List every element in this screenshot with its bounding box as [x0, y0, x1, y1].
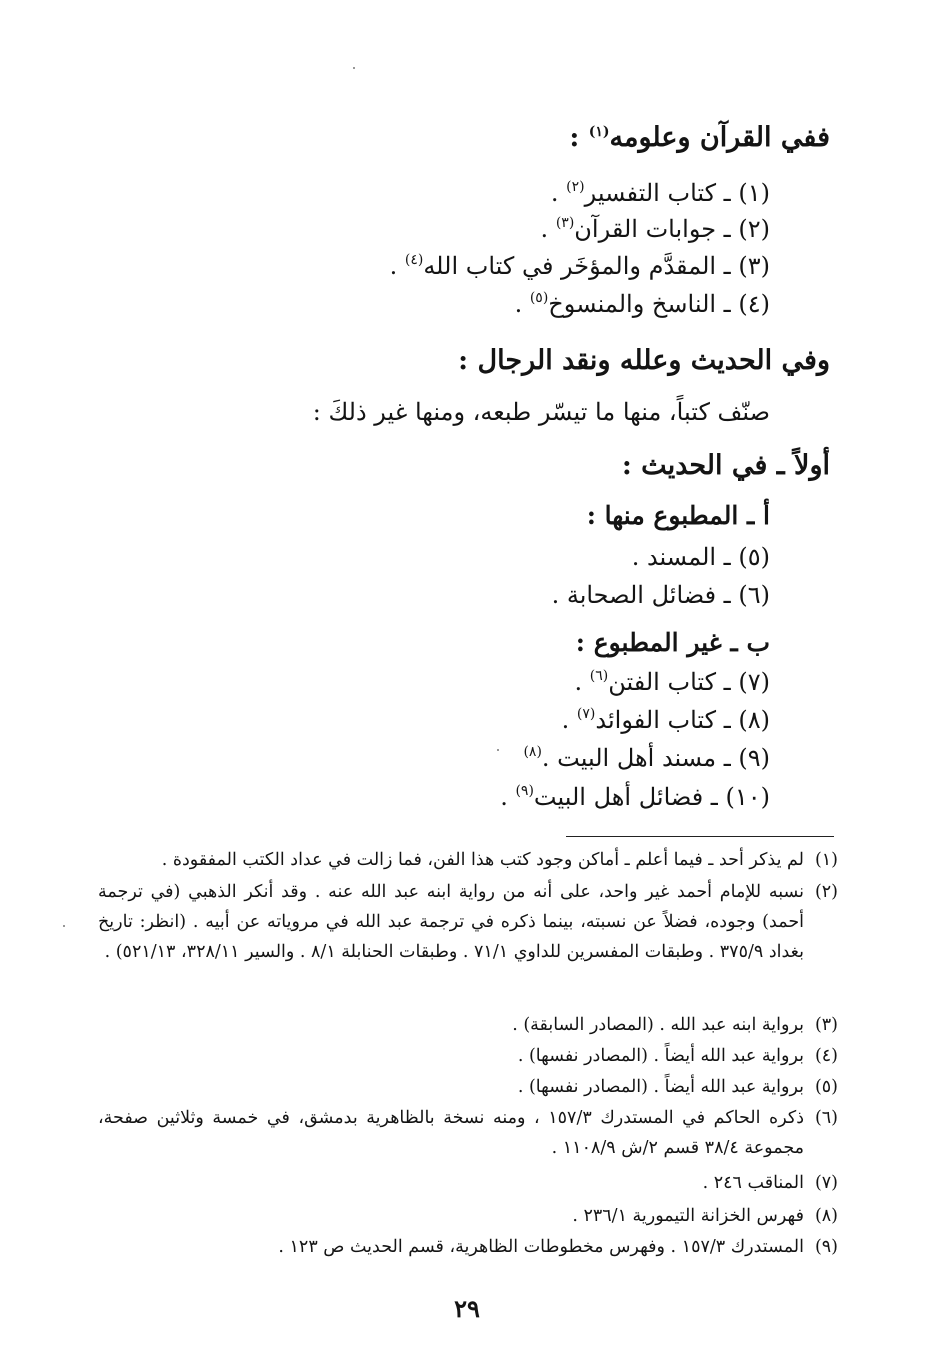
item-text: ـ كتاب الفوائد — [595, 706, 731, 734]
footnote-number: (٤) — [814, 1046, 838, 1066]
footnote-number: (٣) — [814, 1015, 838, 1035]
footnote-text: المستدرك ١٥٧/٣ . وفهرس مخطوطات الظاهرية، قسم الحديث ص ١٢٣ . — [278, 1237, 804, 1257]
footnote-text: المناقب ٢٤٦ . — [702, 1173, 804, 1193]
footnote-text: لم يذكر أحد ـ فيما أعلم ـ أماكن وجود كتب هذا الفن، فما زالت في عداد الكتب المفقودة . — [161, 850, 804, 870]
item-end: . — [561, 706, 577, 734]
list-item — [632, 545, 770, 569]
item-number: (٩) — [738, 744, 770, 772]
item-end: . — [500, 783, 516, 811]
footnote-text: برواية عبد الله أيضاً . (المصادر نفسها) . — [517, 1046, 804, 1066]
item-number: (٤) — [738, 290, 770, 318]
heading-quran-colon: : — [569, 122, 589, 153]
item-number: (١) — [738, 179, 770, 207]
list-item — [541, 217, 770, 241]
scan-speck — [63, 925, 65, 927]
item-number: (٧) — [738, 668, 770, 696]
footnote-divider — [566, 836, 834, 837]
item-text: ـ مسند أهل البيت . — [541, 744, 731, 772]
item-end: . — [550, 179, 567, 207]
footnote — [98, 1072, 838, 1102]
item-text: ـ فضائل الصحابة . — [551, 581, 731, 609]
footnote-ref: (٤) — [404, 252, 424, 268]
heading-quran-sciences — [569, 124, 830, 151]
item-text: ـ كتاب الفتن — [608, 668, 731, 696]
item-end: . — [540, 215, 556, 243]
item-number: (٣) — [738, 252, 770, 280]
heading-first-hadith: أولاً ـ في الحديث : — [621, 450, 830, 481]
item-end: . — [514, 290, 530, 318]
item-text: ـ الناسخ والمنسوخ — [548, 290, 731, 318]
list-item — [390, 254, 770, 278]
footnote-number: (١) — [814, 850, 838, 870]
scan-speck — [497, 749, 499, 751]
item-text: ـ جوابات القرآن — [574, 215, 731, 243]
list-item — [562, 708, 770, 732]
item-number: (٨) — [738, 706, 770, 734]
footnote-number: (٩) — [814, 1237, 838, 1257]
footnote-ref: (٧) — [576, 706, 596, 722]
footnote-number: (٧) — [814, 1173, 838, 1193]
heading-quran-text: ففي القرآن وعلومه — [609, 122, 830, 153]
list-item — [574, 670, 770, 694]
intro-paragraph: صنّف كتباً، منها ما تيسّر طبعه، ومنها غير ذلكَ : — [312, 398, 770, 426]
item-number: (٢) — [738, 215, 770, 243]
footnote — [98, 1103, 838, 1163]
footnote-ref: (٢) — [566, 179, 585, 195]
subheading-unprinted: ب ـ غير المطبوع : — [575, 628, 770, 657]
list-item — [552, 583, 770, 607]
footnote-text: فهرس الخزانة التيمورية ٢٣٦/١ . — [572, 1206, 804, 1226]
list-item — [500, 785, 770, 809]
item-number: (٦) — [738, 581, 770, 609]
list-item — [523, 746, 770, 770]
footnote — [98, 1201, 838, 1231]
footnote — [98, 1232, 838, 1262]
footnote-text: برواية ابنه عبد الله . (المصادر السابقة) . — [512, 1015, 804, 1035]
item-text: ـ المقدَّم والمؤخَر في كتاب الله — [423, 252, 731, 280]
page-number: ٢٩ — [454, 1294, 480, 1323]
list-item — [515, 292, 770, 316]
footnote-text: برواية عبد الله أيضاً . (المصادر نفسها) . — [517, 1077, 804, 1097]
footnote-number: (٢) — [814, 882, 838, 902]
footnote-ref: (٦) — [589, 668, 609, 684]
item-end: . — [389, 252, 405, 280]
item-text: ـ المسند . — [631, 543, 731, 571]
footnote-text: نسبه للإمام أحمد غير واحد، على أنه من رواية ابنه عبد الله عنه . وقد أنكر الذهبي (في ترجمة أحمد) وجوده، فضلاً عن نسبته، بينما ذكره في ترجمة عبد الله في مروياته عن أبيه . (انظر: تاريخ بغداد ٣٧٥/٩ . وطبقات المفسرين للداوي ٧١/١ . وطبقات الحنابلة ٨/١ . والسير ٣٢٨/١١، ٥٢١/١٣) . — [98, 882, 804, 963]
scan-speck — [353, 67, 355, 69]
item-number: (٥) — [738, 543, 770, 571]
list-item — [551, 181, 770, 205]
footnote — [98, 1010, 838, 1040]
subheading-printed: أ ـ المطبوع منها : — [586, 501, 770, 530]
footnote — [98, 845, 838, 875]
footnote-text: ذكره الحاكم في المستدرك ١٥٧/٣ ، ومنه نسخة بالظاهرية بدمشق، في خمسة وثلاثين صفحة، مجموعة ٣٨/٤ قسم ٢/ش ١١٠٨/٩ . — [98, 1108, 804, 1159]
item-end: . — [574, 668, 590, 696]
heading-hadith: وفي الحديث وعلله ونقد الرجال : — [458, 345, 830, 376]
footnote-ref: (٨) — [523, 744, 542, 760]
footnote-number: (٦) — [814, 1108, 838, 1128]
item-text: ـ كتاب التفسير — [584, 179, 731, 207]
footnote — [98, 1041, 838, 1071]
footnote-ref: (١) — [588, 124, 610, 140]
item-text: ـ فضائل أهل البيت — [533, 783, 718, 811]
footnote — [98, 1168, 838, 1198]
item-number: (١٠) — [725, 783, 770, 811]
footnote-number: (٥) — [814, 1077, 838, 1097]
footnote-number: (٨) — [814, 1206, 838, 1226]
footnote-ref: (٣) — [555, 215, 575, 231]
footnote-ref: (٥) — [529, 290, 549, 306]
footnote-ref: (٩) — [515, 783, 534, 799]
footnote — [98, 877, 838, 967]
